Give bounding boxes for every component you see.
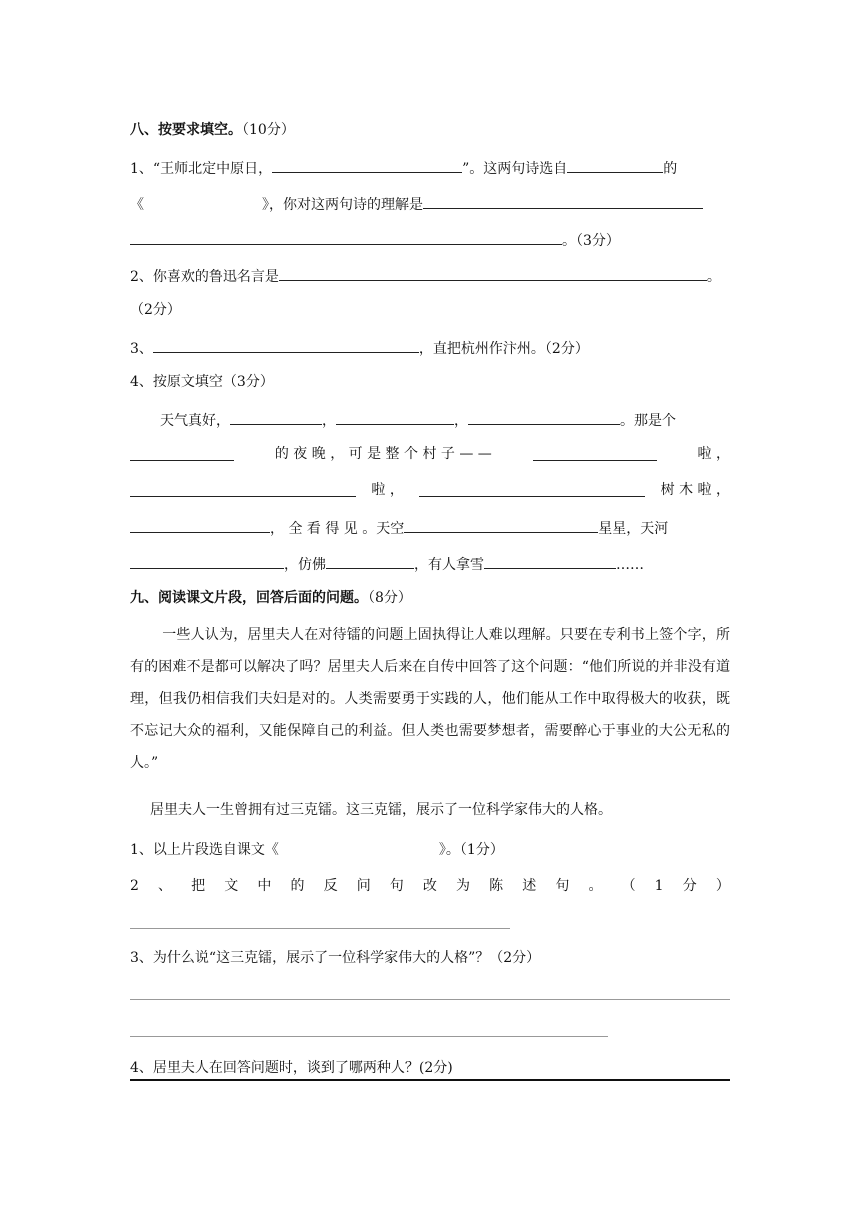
- section-8-title: 八、按要求填空。: [130, 122, 242, 138]
- blank[interactable]: [153, 336, 419, 353]
- blank[interactable]: [336, 408, 454, 425]
- s8-q1-line3: 。（3分）: [130, 228, 730, 251]
- section-9-title: 九、阅读课文片段，回答后面的问题。: [130, 590, 368, 606]
- s8-q4-line4: ， 全 看 得 见 。天空 星星，天河: [130, 516, 730, 539]
- blank[interactable]: [130, 516, 270, 533]
- blank[interactable]: [230, 408, 322, 425]
- blank[interactable]: [130, 444, 234, 461]
- blank[interactable]: [468, 408, 620, 425]
- s8-q1-line1: 1、“王师北定中原日， ”。这两句诗选自 的: [130, 156, 730, 179]
- blank[interactable]: [404, 516, 598, 533]
- s8-q1-line2: 《 》，你对这两句诗的理解是: [130, 192, 730, 215]
- s9-q4: 4、居里夫人在回答问题时，谈到了哪两种人？(2分): [130, 1060, 453, 1076]
- answer-line[interactable]: [130, 928, 510, 929]
- s8-q2-line1: 2、你喜欢的鲁迅名言是 。: [130, 264, 730, 287]
- section-8-score: （10分）: [242, 122, 295, 138]
- section-8-heading: [130, 120, 730, 140]
- blank[interactable]: [423, 192, 703, 209]
- bottom-divider: [130, 1079, 730, 1081]
- s8-q4-line5: ，仿佛 ，有人拿雪 ……: [130, 552, 730, 575]
- s8-q4-heading: 4、按原文填空（3分）: [130, 374, 274, 390]
- s8-q4-line1: 天气真好， ， ， 。那是个: [130, 408, 730, 431]
- s9-q1: 1、以上片段选自课文《 》。（1分）: [130, 842, 504, 858]
- reading-passage: 一些人认为，居里夫人在对待镭的问题上固执得让人难以理解。只要在专利书上签个字，所有的困难不是都可以解决了吗？居里夫人后来在自传中回答了这个问题：“他们所说的并非没有道理，但我仍相信我们夫妇是对的。人类需要勇于实践的人，他们能从工作中取得极大的收获，既不忘记大众的福利，又能保障自己的利益。但人类也需要梦想者，需要醉心于事业的大公无私的人。”: [130, 627, 730, 771]
- s8-q4-line3: 啦 ， 树 木 啦 ，: [130, 480, 730, 500]
- blank[interactable]: [533, 444, 657, 461]
- s9-q2: 2 、 把 文 中 的 反 问 句 改 为 陈 述 句 。 （ 1 分 ）: [130, 878, 730, 894]
- s8-q4-line2: 的 夜 晚 ， 可 是 整 个 村 子 — — 啦 ，: [130, 444, 730, 464]
- blank[interactable]: [279, 264, 707, 281]
- s9-q3: 3、为什么说“这三克镭，展示了一位科学家伟大的人格”？（2分）: [130, 950, 541, 966]
- blank[interactable]: [326, 552, 414, 569]
- answer-line[interactable]: [130, 999, 730, 1000]
- section-9-heading: [130, 588, 730, 608]
- blank[interactable]: [567, 156, 663, 173]
- s8-q2-score: （2分）: [130, 302, 181, 318]
- blank[interactable]: [130, 228, 562, 245]
- section-9-score: （8分）: [368, 590, 412, 606]
- s8-q3: 3、 ，直把杭州作汴州。（2分）: [130, 336, 730, 359]
- blank[interactable]: [419, 480, 645, 497]
- blank[interactable]: [130, 480, 356, 497]
- answer-line[interactable]: [130, 1036, 608, 1037]
- blank[interactable]: [272, 156, 462, 173]
- reading-passage-2: 居里夫人一生曾拥有过三克镭。这三克镭，展示了一位科学家伟大的人格。: [150, 802, 612, 818]
- blank[interactable]: [484, 552, 616, 569]
- blank[interactable]: [130, 552, 284, 569]
